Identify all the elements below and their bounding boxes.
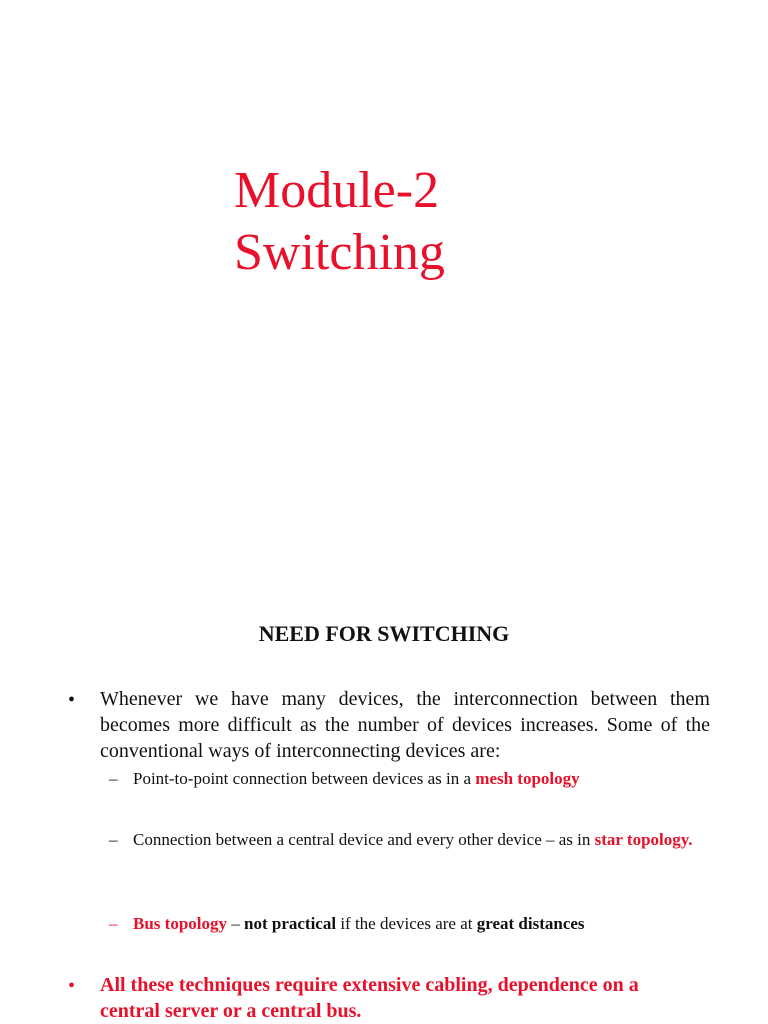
section-heading: NEED FOR SWITCHING	[258, 621, 510, 646]
sub-item-star-text: Connection between a central device and every other device – as in	[133, 830, 595, 849]
bus-topology-highlight: Bus topology	[133, 914, 227, 933]
star-topology-highlight: star topology.	[594, 830, 693, 849]
mesh-topology-highlight: mesh topology	[475, 769, 580, 788]
bus-mid-text: if the devices are at	[336, 914, 477, 933]
sub-item-mesh-text: Point-to-point connection between devices as in a	[133, 769, 476, 788]
bus-separator: –	[227, 914, 244, 933]
dash-marker: –	[109, 769, 118, 788]
bullet-marker: •	[68, 689, 76, 711]
great-distances-bold: great distances	[476, 914, 585, 933]
title-line-module: Module-2	[234, 162, 440, 219]
sub-item-star	[133, 829, 703, 851]
dash-marker: –	[109, 914, 118, 933]
title-line-switching: Switching	[234, 224, 445, 281]
intro-paragraph: Whenever we have many devices, the interconnection between them becomes more difficult as the number of devices increases. Some of the conventional ways of interconnecting devices are:	[100, 688, 710, 762]
sub-item-mesh	[133, 768, 703, 790]
conclusion-paragraph: All these techniques require extensive cabling, dependence on a central server or a central bus.	[100, 974, 639, 1022]
bullet-marker-red: •	[68, 975, 76, 997]
dash-marker: –	[109, 830, 118, 849]
slide-title	[234, 160, 445, 284]
not-practical-bold: not practical	[244, 914, 337, 933]
sub-item-bus	[133, 913, 703, 935]
